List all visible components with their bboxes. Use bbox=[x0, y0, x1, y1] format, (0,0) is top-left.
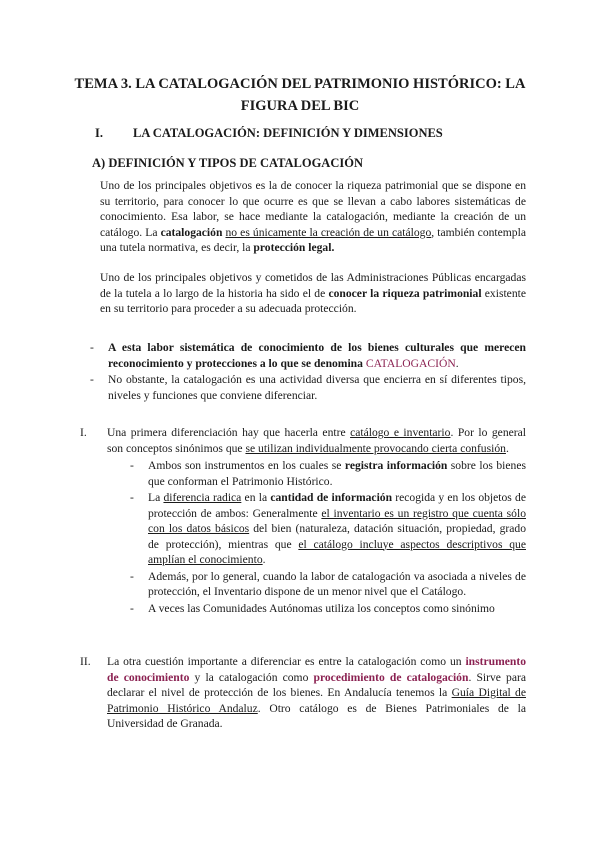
r2-text-3: . Sirve para declarar el nivel de protección de los bienes. En Andalucía tenemos la bbox=[107, 670, 526, 699]
sub-item-1 bbox=[130, 458, 526, 489]
section-number: I. bbox=[95, 126, 103, 140]
r2-accent-2: procedimiento de catalogación bbox=[313, 670, 469, 684]
catalogacion-accent: CATALOGACIÓN bbox=[365, 356, 456, 370]
r1-underline-1: catálogo e inventario bbox=[350, 426, 451, 439]
roman-item-1 bbox=[80, 425, 526, 617]
r2-accent-1: instrumento de conocimiento bbox=[107, 655, 526, 684]
s1-text-2: sobre los bienes que conforman el Patrimonio Histórico. bbox=[148, 459, 526, 488]
dash-bullet: - bbox=[90, 373, 94, 386]
sub-bullet: - bbox=[130, 569, 134, 583]
s2-underline-1: diferencia radica bbox=[163, 491, 242, 504]
s3-text: Además, por lo general, cuando la labor de catalogación va asociada a niveles de protección, el Inventario dispone de un menor nivel que el Catálogo. bbox=[148, 569, 526, 598]
paragraph-2 bbox=[100, 270, 526, 317]
r1-text-3: . bbox=[505, 441, 509, 455]
s2-text-1: La bbox=[148, 491, 164, 504]
dash-bullet: - bbox=[90, 341, 94, 354]
section-label: LA CATALOGACIÓN: DEFINICIÓN Y DIMENSIONES bbox=[133, 126, 443, 140]
document-title: TEMA 3. LA CATALOGACIÓN DEL PATRIMONIO HISTÓRICO: LA FIGURA DEL BIC bbox=[74, 76, 526, 114]
s4-text: A veces las Comunidades Autónomas utiliza los conceptos como sinónimo bbox=[148, 601, 495, 615]
s1-text-1: Ambos son instrumentos en los cuales se bbox=[148, 459, 345, 472]
dash-item-1 bbox=[88, 340, 526, 371]
p1-bold-catalogacion: catalogación bbox=[160, 225, 223, 239]
r2-underline: Guía Digital de Patrimonio Histórico Andaluz bbox=[107, 686, 526, 715]
sub-bullet: - bbox=[130, 601, 134, 615]
sub-bullet: - bbox=[130, 459, 134, 472]
r1-text-2: . Por lo general son conceptos sinónimos que bbox=[107, 426, 526, 455]
sub-item-3 bbox=[130, 569, 526, 600]
p1-text-3: , también contempla una tutela normativa, es decir, la bbox=[100, 225, 526, 254]
roman-item-2-body bbox=[107, 654, 526, 732]
r2-text-4: . Otro catálogo es de Bienes Patrimoniales de la Universidad de Granada. bbox=[107, 701, 527, 730]
r1-underline-2: se utilizan individualmente provocando cierta confusión bbox=[245, 441, 506, 455]
s2-text-4: del bien (naturaleza, datación situación, propiedad, grado de protección), mientras que bbox=[148, 522, 526, 551]
s2-text-2: en la bbox=[241, 491, 271, 504]
dash-item-1-bold: A esta labor sistemática de conocimiento de los bienes culturales que merecen reconocimiento y protecciones a lo que se denomina bbox=[108, 341, 526, 370]
p2-text-1: Uno de los principales objetivos y cometidos de las Administraciones Públicas encargadas de la tutela a lo largo de la historia ha sido el de bbox=[100, 271, 526, 300]
r1-text-1: Una primera diferenciación hay que hacerla entre bbox=[107, 426, 351, 439]
dash-item-2 bbox=[88, 372, 526, 403]
p2-bold: conocer la riqueza patrimonial bbox=[328, 286, 482, 300]
s1-bold: registra información bbox=[344, 459, 448, 472]
paragraph-1 bbox=[100, 178, 526, 256]
sub-list bbox=[130, 458, 526, 616]
section-heading bbox=[95, 126, 443, 141]
sub-item-2 bbox=[130, 490, 526, 568]
dash-item-2-text: No obstante, la catalogación es una actividad diversa que encierra en sí diferentes tipos, niveles y funciones que conviene diferenciar. bbox=[108, 373, 526, 402]
s2-underline-2: el inventario es un registro que cuenta sólo con los datos básicos bbox=[148, 506, 526, 535]
p1-bold-proteccion: protección legal. bbox=[253, 241, 335, 254]
s2-text-5: . bbox=[262, 553, 266, 566]
r2-text-1: La otra cuestión importante a diferenciar es entre la catalogación como un bbox=[107, 655, 466, 668]
sub-bullet: - bbox=[130, 491, 134, 504]
p1-text-1: Uno de los principales objetivos es la de conocer la riqueza patrimonial que se dispone en su territorio, para conocer lo que ocurre es que se llevan a cabo labores sistemáticas de conocimiento. Esa labor, se hace mediante la catalogación, mediante la creación de un catálogo. La bbox=[100, 179, 526, 239]
roman-numeral-2: II. bbox=[80, 655, 91, 668]
dash-item-1-end: . bbox=[455, 356, 459, 370]
s2-bold: cantidad de información bbox=[270, 491, 393, 504]
p2-text-2: existente en su territorio para proceder a su adecuada protección. bbox=[100, 286, 526, 315]
roman-item-1-body bbox=[107, 425, 526, 456]
subsection-heading: A) DEFINICIÓN Y TIPOS DE CATALOGACIÓN bbox=[92, 156, 363, 170]
roman-numeral-1: I. bbox=[80, 426, 87, 439]
p1-underline: no es únicamente la creación de un catálogo bbox=[225, 225, 432, 239]
roman-item-2 bbox=[80, 654, 526, 732]
r2-text-2: y la catalogación como bbox=[189, 670, 314, 684]
dash-list bbox=[88, 340, 526, 404]
s2-underline-3: el catálogo incluye aspectos descriptivos que amplían el conocimiento bbox=[148, 537, 526, 566]
s2-text-3: recogida y en los objetos de protección de ambos: Generalmente bbox=[148, 491, 526, 520]
sub-item-4 bbox=[130, 601, 526, 617]
